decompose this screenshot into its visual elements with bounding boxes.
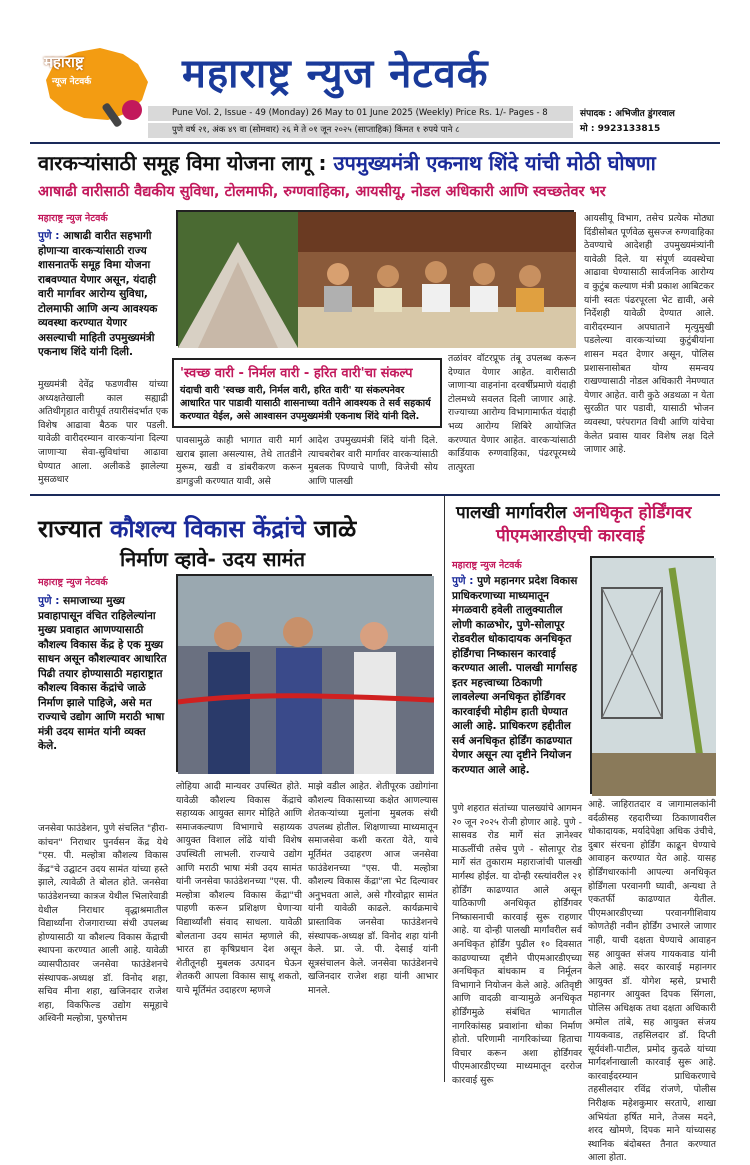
- story1-callout-text: यंदाची वारी 'स्वच्छ वारी, निर्मल वारी, हरित वारी' या संकल्पनेवर आधारित पार पाडावी यासाठी शासनाच्या वतीने आवश्यक ते सर्व सहकार्य करण्यात येईल, असे आश्वासन उपमुख्यमंत्री एकनाथ शिंदे यांनी दिले.: [180, 385, 431, 422]
- editor-mobile: मो : 9923133815: [580, 124, 661, 134]
- story1-callout-title: 'स्वच्छ वारी - निर्मल वारी - हरित वारी'चा संकल्प: [180, 366, 413, 381]
- editor-name: संपादक : अभिजीत डुंगरवाल: [580, 109, 675, 119]
- story2-lead: [38, 594, 168, 810]
- story2-headline-black1: राज्यात: [38, 515, 110, 543]
- story1-byline: महाराष्ट्र न्युज नेटवर्क: [38, 213, 108, 224]
- story1-headline: [38, 149, 718, 176]
- story2-photo: [176, 574, 432, 772]
- story1-photo: [176, 210, 574, 346]
- newspaper-title: महाराष्ट्र न्युज नेटवर्क: [182, 51, 489, 97]
- story3-headline-line2: पीएमआरडीएची कारवाई: [496, 526, 645, 546]
- story3-lead-text: पुणे महानगर प्रदेश विकास प्राधिकरणाच्या माध्यमातून मंगळवारी हवेली तालुक्यातील लोणी काळभोर, पुणे-सोलापूर रोडवरील धोकादायक अनधिकृत होर्डिंगचा निष्कासन कारवाई करण्यात आली. पालखी मार्गासह इतर महत्त्वाच्या ठिकाणी लावलेल्या अनधिकृत होर्डिंगवर कारवाईची मोहीम हाती घेण्यात आली आहे. प्राधिकरण हद्दीतील सर्व अनधिकृत होर्डिंग काढण्यात येणार असून त्या दृष्टीने नियोजन करण्यात आले आहे.: [452, 575, 578, 776]
- story3-headline: [450, 496, 742, 554]
- story2-col1-body: जनसेवा फाउंडेशन, पुणे संचलित "हीरा-कांचन" निराधार पुनर्वसन केंद्र येथे "एस. पी. मल्होत्रा कौशल्य विकास केंद्र"चे उद्घाटन उदय सामंत यांच्या हस्ते झाले, त्यावेळी ते बोलत होते. जनसेवा फाउंडेशनच्या कात्रज येथील भिलारेवाडी येथील निराधार वृद्धाश्रमातील विद्यार्थ्यांना रोजगाराच्या संधी उपलब्ध होण्यासाठी या कौशल्य विकास केंद्राची स्थापना करण्यात आली आहे. यावेळी व्यासपीठावर जनसेवा फाउंडेशनचे संस्थापक-अध्यक्ष डॉ. विनोद शहा, सचिव मीना शहा, खजिनदार राजेश शहा, विकफिल्ड उद्योग समूहाचे अश्विनी मल्होत्रा, पुरुषोत्तम: [38, 823, 168, 1025]
- editor-credit: [580, 107, 675, 137]
- story3-byline: महाराष्ट्र न्युज नेटवर्क: [452, 560, 522, 571]
- story1-col4-body: तळांवर वॉटरप्रूफ तंबू उपलब्ध करून देण्यात येणार आहेत. वारीसाठी जाणाऱ्या वाहनांना दरवर्षीप्रमाणे यंदाही टोलमध्ये सवलत दिली जाणार आहे. राज्याच्या आरोग्य विभागामार्फत यंदाही भव्य आरोग्य शिबिरे आयोजित करण्यात येणार आहेत. वारकऱ्यांसाठी कार्डियाक रुग्णवाहिका, पंढरपूरमध्ये तात्पुरता: [448, 353, 576, 473]
- story1-headline-black: वारकऱ्यांसाठी समूह विमा योजना लागू :: [38, 151, 327, 175]
- story3-headline-red: अनधिकृत होर्डिंगवर: [572, 503, 692, 523]
- story2-col2-body: लोहिया आदी मान्यवर उपस्थित होते. यावेळी कौशल्य विकास केंद्राचे सहाय्यक आयुक्त सागर मोहिते आणि समाजकल्याण विभागाचे सहाय्यक आयुक्त विशाल लोंढे यांची विशेष उपस्थिती लाभली. राज्याचे उद्योग आणि मराठी भाषा मंत्री उदय सामंत यांनी जनसेवा फाउंडेशनच्या "एस. पी. मल्होत्रा कौशल्य विकास केंद्रा"ची पाहणी करून प्रशिक्षण घेणाऱ्या विद्यार्थ्यांशी संवाद साधला. यावेळी बोलताना उदय सामंत म्हणाले की, भारत हा कृषिप्रधान देश असून शेतीतूनही मुबलक उत्पादन घेऊन शेतकरी आपला विकास साधू शकतो, याचे मूर्तिमंत उदाहरण म्हणजे: [176, 781, 302, 996]
- story2-col3-body: माझे वडील आहेत. शेतीपूरक उद्योगांना कौशल्य विकासाच्या कक्षेत आणल्यास शेतकऱ्यांच्या मुलांना मुबलक संधी उपलब्ध होतील. शिक्षणाच्या माध्यमातून समाजसेवा कशी करता येते, याचे मूर्तिमंत उदाहरण आज जनसेवा फाउंडेशनच्या "एस. पी. मल्होत्रा कौशल्य विकास केंद्रा"ला भेट दिल्यावर अनुभवता आले, असे गौरवोद्गार सामंत यांनी यावेळी काढले. कार्यक्रमाचे प्रास्ताविक जनसेवा फाउंडेशनचे संस्थापक-अध्यक्ष डॉ. विनोद शहा यांनी केले. प्रा. जे. पी. देसाई यांनी सूत्रसंचालन केले. जनसेवा फाउंडेशनचे खजिनदार राजेश शहा यांनी आभार मानले.: [308, 781, 438, 996]
- story1-subhead: आषाढी वारीसाठी वैद्यकीय सुविधा, टोलमाफी, रुग्णवाहिका, आयसीयू, नोडल अधिकारी आणि स्वच्छतेवर भर: [38, 184, 606, 200]
- story1-headline-blue: उपमुख्यमंत्री एकनाथ शिंदे यांची मोठी घोषणा: [326, 151, 656, 175]
- masthead-rule: [30, 142, 720, 144]
- story1-lead: [38, 229, 168, 369]
- story1-col1-body: मुख्यमंत्री देवेंद्र फडणवीस यांच्या अध्यक्षतेखाली काल सह्याद्री अतिथीगृहात वारीपूर्व तयारीसंदर्भात एक विशेष आढावा बैठक पार पडली. यावेळी वारीदरम्यान वारकऱ्यांना दिल्या जाणाऱ्या सेवा-सुविधांचा आढावा घेण्यात आला. अलीकडे झालेल्या मुसळधार: [38, 379, 168, 486]
- story3-col2-body: आहे. जाहिरातदार व जागामालकांनी वर्दळीसह रहदारीच्या ठिकाणावरील धोकादायक, मर्यादेपेक्षा अधिक उंचीचे, दुबार संरचना होर्डिंग काढून घेण्याचे आवाहन करण्यात येत आहे. यासह होर्डिंगधारकांनी आपल्या अनधिकृत होर्डिंगला परवानगी घ्यावी, अन्यथा ते एकतर्फी काढण्यात येतील. पीएमआरडीएच्या परवानगीशिवाय कोणतेही नवीन होर्डिंग उभारले जाणार नाही, याची दक्षता घेण्याचे आवाहन सह आयुक्त संजय गायकवाड यांनी केले आहे. सदर कारवाई महानगर आयुक्त डॉ. योगेश म्हसे, प्रभारी महानगर आयुक्त दिपक सिंगला, पोलिस अधिक्षक तथा दक्षता अधिकारी अमोल तांबे, सह आयुक्त संजय गायकवाड, तहसिलदार डॉ. दिप्ती सूर्यवंशी-पाटील, प्रमोद कुदळे यांच्या मार्गदर्शनाखाली कारवाई सुरू आहे. कारवाईदरम्यान प्राधिकरणाचे तहसीलदार रविंद्र रांजणे, पोलीस निरीक्षक महेशकुमार सरतापे, शाखा अभियंता हर्षित माने, तेजस मदने, शरद खोमणे, दिपक माने यांच्यासह स्थानिक बंदोबस्त तैनात करण्यात आला होता.: [588, 799, 716, 1164]
- story3-photo: [590, 556, 714, 794]
- story1-lead-text: आषाढी वारीत सहभागी होणाऱ्या वारकऱ्यांसाठी राज्य शासनातर्फे समूह विमा योजना राबवण्यात येणार असून, यंदाही वारी मार्गावर आरोग्य सुविधा, टोलमाफी आणि अन्य आवश्यक व्यवस्था करण्यात येणार असल्याची माहिती उपमुख्यमंत्री एकनाथ शिंदे यांनी दिली.: [38, 230, 158, 358]
- story3-headline-line1: [456, 500, 736, 523]
- story2-lead-place: पुणे :: [38, 595, 60, 607]
- story1-col3-body: आदेश उपमुख्यमंत्री शिंदे यांनी दिले. त्याचबरोबर वारी मार्गावर वारकऱ्यांसाठी मुबलक पिण्याचे पाणी, विजेची सोय आणि पालखी: [308, 435, 438, 487]
- story1-col2-body: पावसामुळे काही भागात वारी मार्ग खराब झाला असल्यास, तेथे तातडीने मुरूम, खडी व डांबरीकरण करून डागडुजी करण्यात यावी, असे: [176, 435, 302, 487]
- story1-col5-body: आयसीयू विभाग, तसेच प्रत्येक मोठ्या दिंडीसोबत पूर्णवेळ सुसज्ज रुग्णवाहिका ठेवण्याचे आदेशही उपमुख्यमंत्र्यांनी यावेळी दिले. या संपूर्ण व्यवस्थेचा आढावा घेण्यासाठी सार्वजनिक आरोग्य व कुटुंब कल्याण मंत्री प्रकाश आबिटकर यांनी स्वतः पंढरपूरला भेट द्यावी, असे निर्देशही यावेळी देण्यात आले. वारीदरम्यान अपघाताने मृत्युमुखी पडलेल्या वारकऱ्यांच्या कुटुंबीयांना शासन मदत देणार असून, पोलिस प्रशासनासोबत योग्य समन्वय राखण्यासाठी नोडल अधिकारी नेमण्यात येणार आहेत. वारी कुठे अडथळा न येता सुरळीत पार पडावी, यासाठी भोजन व्यवस्था, परंपरागत विधी आणि यांचेचा केलेत प्रवास यावर विशेष लक्ष दिले जाणार आहे.: [584, 213, 714, 456]
- story1-callout: [172, 358, 442, 428]
- story2-lead-text: समाजाच्या मुख्य प्रवाहापासून वंचित राहिलेल्यांना मुख्य प्रवाहात आणण्यासाठी कौशल्य विकास केंद्र हे एक मुख्य साधन असून कौशल्यावर आधारित पिढी तयार होण्यासाठी महाराष्ट्रात कौशल्य विकास केंद्रांचे जाळे निर्माण झाले पाहिजे, असे मत राज्याचे उद्योग आणि मराठी भाषा मंत्री उदय सामंत यांनी व्यक्त केले.: [38, 595, 167, 752]
- story2-headline-black2: जाळे: [305, 515, 357, 543]
- story3-headline-black: पालखी मार्गावरील: [456, 503, 573, 523]
- story3-lead-place: पुणे :: [452, 575, 474, 587]
- logo-text-line1: महाराष्ट्र: [44, 53, 84, 71]
- story3-col1-body: पुणे शहरात संतांच्या पालख्यांचे आगमन २० जून २०२५ रोजी होणार आहे. पुणे - सासवड रोड मार्गे संत ज्ञानेश्वर माऊलींची तसेच पुणे - सोलापूर रोड मार्गे संत तुकाराम महाराजांची पालखी मार्गस्थ होईल. या दोन्ही रस्त्यांवरील २१ होर्डिंग काढण्यात आले असून याठिकाणी अनधिकृत होर्डिंगवर निष्कासनाची कारवाई सुरू राहणार आहे. या दोन्ही पालखी मार्गांवरील सर्व अनधिकृत होर्डिंग पुढील १० दिवसात काढण्याच्या दृष्टीने पीएमआरडीएच्या अनधिकृत बांधकाम व निर्मूलन विभागाने नियोजन केले आहे. अतिवृष्टी आणि वादळी वाऱ्यामुळे अनधिकृत होर्डिंगमुळे संबंधित भागातील नागरिकांसह प्रवाशांना धोका निर्माण होतो. परिणामी नागरिकांच्या हिताचा विचार करून अशा होर्डिंगवर पीएमआरडीएच्या माध्यमातून दररोज कारवाई सुरू: [452, 803, 582, 1086]
- issue-info-marathi: पुणे वर्ष २१, अंक ४९ वा (सोमवार) २६ मे ते ०१ जून २०२५ (साप्ताहिक) किंमत १ रुपये पाने ८: [148, 123, 573, 138]
- story2-headline: [38, 512, 356, 545]
- logo-text-line2: न्यूज नेटवर्क: [52, 77, 92, 87]
- story2-byline: महाराष्ट्र न्युज नेटवर्क: [38, 577, 108, 588]
- story2-headline-line2: निर्माण व्हावे- उदय सामंत: [120, 547, 306, 571]
- story2-headline-blue: कौशल्य विकास केंद्रांचे: [109, 515, 306, 543]
- column-divider: [444, 496, 445, 1082]
- masthead-logo: [38, 40, 158, 132]
- issue-info-english: Pune Vol. 2, Issue - 49 (Monday) 26 May to 01 June 2025 (Weekly) Price Rs. 1/- Pages - 8: [148, 106, 573, 121]
- story3-lead: [452, 574, 582, 798]
- story1-lead-place: पुणे :: [38, 230, 60, 242]
